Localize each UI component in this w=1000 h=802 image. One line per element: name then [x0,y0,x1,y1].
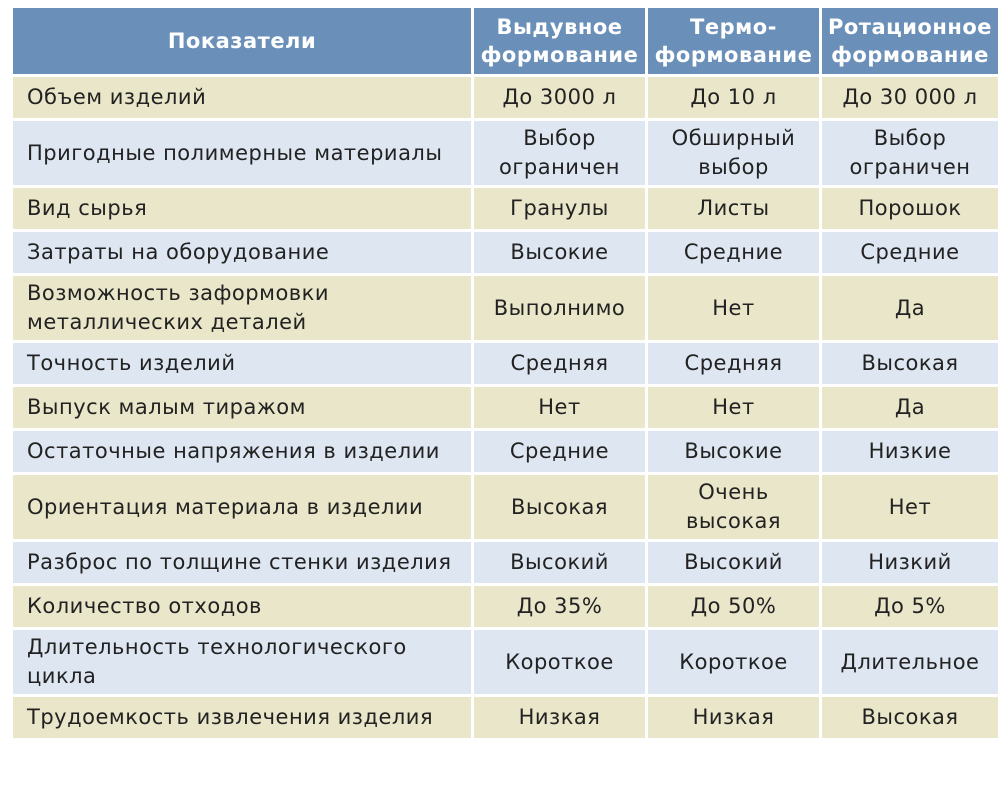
table-row [13,343,998,384]
thermoforming-value-cell [648,431,819,472]
thermoforming-value: Нет [712,395,755,419]
row-label: Длительность технологического [27,635,407,659]
header-thermoforming [648,8,819,74]
rotational-molding-value-cell [822,77,998,118]
row-label: Ориентация материала в изделии [27,494,424,519]
row-label-cell [13,586,471,627]
blow-molding-value: Гранулы [510,196,609,220]
thermoforming-value-cell [648,121,819,185]
blow-molding-value: Высокий [510,550,609,574]
rotational-molding-value: Да [894,295,926,320]
table-row [13,121,998,185]
rotational-molding-value-cell [822,121,998,185]
rotational-molding-value-cell [822,343,998,384]
row-label: цикла [27,664,97,688]
blow-molding-value: Средние [509,439,610,463]
rotational-molding-value: ограничен [849,155,971,179]
thermoforming-value: До 50% [690,594,777,618]
thermoforming-value-cell [648,475,819,539]
thermoforming-value: Высокий [684,550,783,574]
row-label-cell [13,276,471,340]
blow-molding-value-cell [474,586,645,627]
rotational-molding-value-cell [822,630,998,694]
thermoforming-value-cell [648,188,819,229]
thermoforming-value: Средние [683,240,784,264]
rotational-molding-value-cell [822,387,998,428]
rotational-molding-value-cell [822,431,998,472]
row-label: Трудоемкость извлечения изделия [27,705,434,729]
row-label-cell [13,188,471,229]
blow-molding-value-cell [474,188,645,229]
row-label: Вид сырья [27,196,148,220]
header-line: формование [831,43,989,67]
thermoforming-value: Низкая [692,705,775,729]
table-row [13,387,998,428]
thermoforming-value-cell [648,387,819,428]
header-blow-molding [474,8,645,74]
thermoforming-value: Листы [697,196,770,220]
header-indicators-label: Показатели [167,29,317,53]
blow-molding-value: До 35% [516,594,603,618]
thermoforming-value: высокая [685,509,782,533]
blow-molding-value-cell [474,276,645,340]
row-label: Выпуск малым тиражом [27,395,306,419]
row-label: Точность изделий [27,351,236,375]
table-row [13,542,998,583]
comparison-table [10,5,1000,741]
header-line: Ротационное [827,15,993,39]
thermoforming-value: Очень [698,480,769,504]
table-row [13,276,998,340]
blow-molding-value: Выбор [523,126,596,150]
blow-molding-value: Короткое [505,649,614,674]
thermoforming-value-cell [648,232,819,273]
row-label: Количество отходов [27,594,262,618]
rotational-molding-value: Средние [860,240,960,264]
blow-molding-value: Высокие [510,240,609,264]
rotational-molding-value-cell [822,697,998,738]
thermoforming-value: Короткое [679,649,788,674]
rotational-molding-value: Нет [888,494,932,519]
blow-molding-value-cell [474,232,645,273]
rotational-molding-value: Порошок [858,196,962,220]
row-label: Пригодные полимерные материалы [27,140,443,165]
row-label-cell [13,232,471,273]
row-label: Объем изделий [27,85,207,109]
blow-molding-value-cell [474,387,645,428]
header-line: Выдувное [496,15,623,39]
blow-molding-value: Нет [538,395,581,419]
rotational-molding-value-cell [822,475,998,539]
row-label-cell [13,630,471,694]
rotational-molding-value-cell [822,276,998,340]
blow-molding-value-cell [474,542,645,583]
row-label-cell [13,431,471,472]
header-line: формование [654,43,813,67]
thermoforming-value-cell [648,542,819,583]
table-row [13,431,998,472]
thermoforming-value-cell [648,343,819,384]
row-label: Возможность заформовки [27,281,330,305]
row-label-cell [13,697,471,738]
rotational-molding-value: Низкий [868,550,952,574]
rotational-molding-value: Выбор [873,126,947,150]
header-line: Термо- [690,15,777,39]
rotational-molding-value: Длительное [840,649,980,674]
row-label-cell [13,387,471,428]
thermoforming-value: выбор [698,155,769,179]
thermoforming-value-cell [648,630,819,694]
rotational-molding-value: До 5% [874,594,946,618]
rotational-molding-value-cell [822,542,998,583]
blow-molding-value-cell [474,475,645,539]
blow-molding-value-cell [474,343,645,384]
table-row [13,586,998,627]
thermoforming-value: Нет [712,295,755,320]
header-rotational-molding [822,8,998,74]
thermoforming-value-cell [648,697,819,738]
blow-molding-value: Выполнимо [493,295,626,320]
row-label: Остаточные напряжения в изделии [27,439,440,463]
header-row [13,8,998,74]
table-row [13,232,998,273]
header-line: формование [480,43,639,67]
blow-molding-value: До 3000 л [502,85,617,109]
table-row [13,697,998,738]
blow-molding-value-cell [474,431,645,472]
blow-molding-value: Высокая [510,494,609,519]
blow-molding-value: Средняя [510,351,609,375]
row-label: Разброс по толщине стенки изделия [27,550,452,574]
table-row [13,630,998,694]
blow-molding-value-cell [474,697,645,738]
thermoforming-value: Высокие [684,439,783,463]
header-indicators [13,8,471,74]
rotational-molding-value-cell [822,586,998,627]
thermoforming-value-cell [648,276,819,340]
rotational-molding-value-cell [822,188,998,229]
thermoforming-value: Средняя [684,351,783,375]
thermoforming-value-cell [648,586,819,627]
rotational-molding-value: Высокая [861,705,959,729]
rotational-molding-value: Высокая [861,351,959,375]
blow-molding-value-cell [474,630,645,694]
table-body [13,77,998,738]
table-row [13,475,998,539]
rotational-molding-value: До 30 000 л [842,85,978,109]
row-label: металлических деталей [27,310,307,334]
rotational-molding-value-cell [822,232,998,273]
blow-molding-value-cell [474,77,645,118]
blow-molding-value: ограничен [498,155,620,179]
table-row [13,188,998,229]
blow-molding-value: Низкая [518,705,601,729]
row-label-cell [13,475,471,539]
rotational-molding-value: Низкие [868,439,952,463]
row-label: Затраты на оборудование [27,240,330,264]
table-row [13,77,998,118]
row-label-cell [13,542,471,583]
row-label-cell [13,77,471,118]
thermoforming-value: Обширный [671,126,796,150]
thermoforming-value: До 10 л [690,85,777,109]
row-label-cell [13,343,471,384]
rotational-molding-value: Да [894,395,926,419]
thermoforming-value-cell [648,77,819,118]
row-label-cell [13,121,471,185]
blow-molding-value-cell [474,121,645,185]
